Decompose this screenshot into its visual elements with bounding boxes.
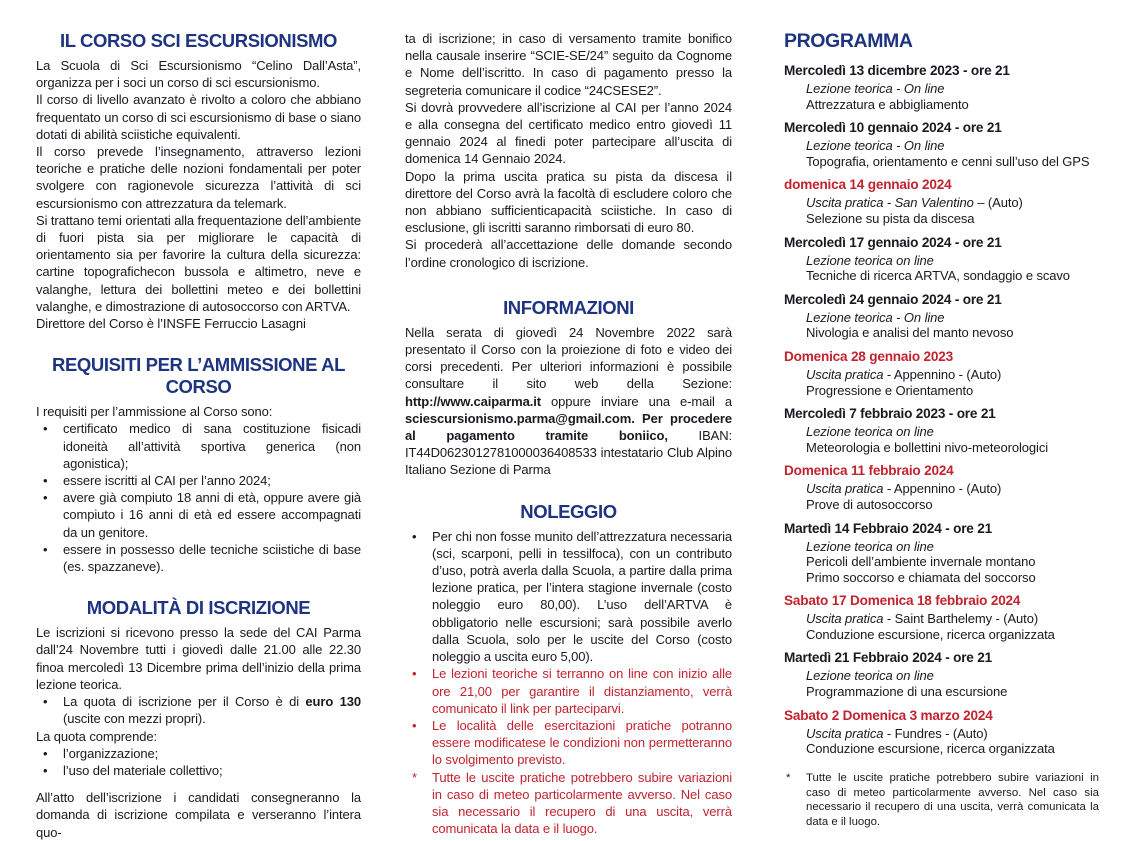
entry-type <box>784 481 1099 497</box>
paragraph: I requisiti per l’ammissione al Corso sono: <box>36 404 273 420</box>
bullet-dot-icon: • <box>43 694 48 710</box>
entry-type-roman: – (Auto) <box>973 195 1023 211</box>
entry-topic: Nivologia e analisi del manto nevoso <box>806 325 1014 341</box>
entry-topic: Prove di autosoccorso <box>806 496 933 512</box>
paragraph: Si trattano temi orientati alla frequentazione dell’ambiente di fuori pista sia per migliorare le capacità di orientamento sia per favorire la cultura della sicurezza: cartine topografichecon bussola e altimetro, neve e valanghe, lettura dei bollettini meteo e dei bollettini valanghe, e dimostrazione di autosoccorso con ARTVA. <box>36 212 361 314</box>
programma-entry <box>784 63 1099 112</box>
list-item-text: essere in possesso delle tecniche sciistiche di base (es. spazzaneve). <box>63 541 361 575</box>
paragraph: Si dovrà provvedere all’iscrizione al CAI per l’anno 2024 e alla consegna del certificato medico entro giovedì 11 gennaio 2024 al finedi poter partecipare all’uscita di domenica 14 Gennaio 2024. <box>405 99 732 167</box>
section-title-programma: PROGRAMMA <box>784 30 913 52</box>
list-item-text: Per chi non fosse munito dell’attrezzatura necessaria (sci, scarponi, pelli in tessilfoca), con un contributo d’uso, potrà averla dalla Scuola, a partire dalla prima lezione pratica, per l’intera stagione invernale (costo noleggio euro 80,00). L’uso dell’ARTVA è obbligatorio nelle escursioni; sarà possibile averlo dalla Scuola, solo per le uscite del Corso (costo noleggio a uscita euro 5,00). <box>432 528 732 665</box>
entry-type-roman: - Appennino - (Auto) <box>883 366 1002 382</box>
entry-type <box>784 726 1099 742</box>
entry-type-italic: Lezione teorica on line <box>806 252 934 268</box>
section-title-corso: IL CORSO SCI ESCURSIONISMO <box>59 30 338 51</box>
email-address: sciescursionismo.parma@gmail.com. Per procedere al pagamento tramite boniico, <box>405 410 732 444</box>
entry-type-roman: - Appennino - (Auto) <box>883 481 1002 497</box>
entry-topic: Pericoli dell’ambiente invernale montano <box>806 554 1036 570</box>
entry-topic: Attrezzatura e abbigliamento <box>806 96 969 112</box>
programma-entry <box>784 406 1099 455</box>
note-text: Tutte le uscite pratiche potrebbero subire variazioni in caso di meteo particolarmente avverso. Nel caso sia necessario il recupero di una uscita, verrà comunicata la data e il luogo. <box>806 771 1099 829</box>
section-title-modalita: MODALITÀ DI ISCRIZIONE <box>86 597 311 619</box>
entry-topic: Conduzione escursione, ricerca organizzata <box>806 741 1055 757</box>
paragraph: ta di iscrizione; in caso di versamento tramite bonifico nella causale inserire “SCIE-SE/24” seguito da Cognome e Nome dell’iscritto. In caso di pagamento presso la segreteria comunicare il codice “24CSESE2”. <box>405 31 732 98</box>
entry-topic: Meteorologia e bollettini nivo-meteorologici <box>806 439 1049 455</box>
entry-type <box>784 668 1099 684</box>
entry-date: Martedì 14 Febbraio 2024 - ore 21 <box>784 520 992 536</box>
entry-date: Mercoledì 10 gennaio 2024 - ore 21 <box>784 120 1002 136</box>
bullet-dot-icon: • <box>43 490 48 506</box>
column-right <box>784 30 1099 830</box>
programma-entry <box>784 177 1099 226</box>
list-item <box>36 745 361 762</box>
asterisk-icon: * <box>412 769 417 785</box>
iban-text: IBAN: IT44D0623012781000036408533 intestatario Club Alpino Italiano Sezione di Parma <box>405 428 733 478</box>
programma-entry <box>784 650 1099 699</box>
paragraph: Il corso di livello avanzato è rivolto a coloro che abbiano frequentato un corso di sci escursionismo di base o siano dotati di abilità sciistiche equivalenti. <box>36 92 361 142</box>
section-title-informazioni: INFORMAZIONI <box>503 296 634 318</box>
paragraph: Si procederà all’accettazione delle domande secondo l’ordine cronologico di iscrizione. <box>405 237 732 270</box>
list-item-text <box>63 693 361 727</box>
entry-topic: Primo soccorso e chiamata del soccorso <box>806 569 1036 585</box>
noleggio-body <box>405 528 732 838</box>
entry-topic: Conduzione escursione, ricerca organizzata <box>806 626 1055 642</box>
entry-type-italic: Uscita pratica <box>806 611 884 627</box>
programma-entry <box>784 349 1099 398</box>
column-middle <box>405 30 732 837</box>
programma-entry <box>784 593 1099 642</box>
informazioni-body <box>405 324 732 479</box>
programma-entry <box>784 120 1099 169</box>
entry-type-italic: Lezione teorica on line <box>806 424 934 440</box>
modalita-body <box>36 624 361 840</box>
column-left <box>36 30 361 841</box>
entry-date: Mercoledì 13 dicembre 2023 - ore 21 <box>784 63 1010 78</box>
entry-topic: Progressione e Orientamento <box>806 382 974 398</box>
entry-type <box>784 611 1099 627</box>
entry-type-italic: Lezione teorica on line <box>806 668 934 684</box>
paragraph: La Scuola di Sci Escursionismo “Celino Dall’Asta”, organizza per i soci un corso di sci escursionismo. <box>36 58 361 91</box>
entry-type <box>784 253 1099 269</box>
entry-date: Sabato 2 Domenica 3 marzo 2024 <box>784 707 993 723</box>
asterisk-icon: * <box>786 771 791 784</box>
vertical-spacer <box>36 779 361 789</box>
list-item <box>36 762 361 779</box>
entry-type-italic: Uscita pratica <box>806 481 884 497</box>
info-text: Nella serata di giovedì 24 Novembre 2022 sarà presentato il Corso con la proiezione di foto e video dei corsi precedenti. Per ulteriori informazioni è possibile consultare il sito web della Sezione: <box>405 324 732 392</box>
entry-type <box>784 81 1099 97</box>
programma-entry <box>784 463 1099 512</box>
section-title-noleggio: NOLEGGIO <box>520 500 617 522</box>
asterisk-note <box>784 771 1099 830</box>
iscrizione-continuation <box>405 30 732 271</box>
paragraph: Il corso prevede l’insegnamento, attraverso lezioni teoriche e pratiche delle nozioni fondamentali per poter svolgere con ragionevole sicurezza l’attività di sci escursionismo con attrezzatura da telemark. <box>36 144 361 211</box>
entry-type <box>784 539 1099 555</box>
entry-date: Mercoledì 17 gennaio 2024 - ore 21 <box>784 234 1002 250</box>
programma-entry <box>784 292 1099 341</box>
entry-date: Sabato 17 Domenica 18 febbraio 2024 <box>784 593 1021 609</box>
list-item-red <box>405 665 732 717</box>
corso-body <box>36 57 361 332</box>
paragraph: La quota comprende: <box>36 728 157 744</box>
bullet-dot-icon: • <box>43 745 48 761</box>
asterisk-note-red <box>405 769 732 838</box>
entry-date: domenica 14 gennaio 2024 <box>784 177 952 193</box>
entry-date: Domenica 11 febbraio 2024 <box>784 463 954 479</box>
quota-text: (uscite con mezzi propri). <box>63 711 206 727</box>
entry-type-italic: Lezione teorica - On line <box>806 81 945 96</box>
list-item-text: Le località delle esercitazioni pratiche potranno essere modificatese le condizioni non permetteranno lo svolgimento previsto. <box>432 717 732 768</box>
entry-topic: Tecniche di ricerca ARTVA, sondaggio e scavo <box>806 268 1070 284</box>
entry-type-italic: Uscita pratica <box>806 366 884 382</box>
entry-date: Martedì 21 Febbraio 2024 - ore 21 <box>784 650 992 666</box>
list-item <box>36 420 361 472</box>
entry-type <box>784 195 1099 211</box>
note-text: Tutte le uscite pratiche potrebbero subire variazioni in caso di meteo particolarmente avverso. Nel caso sia necessario il recupero di una uscita, verrà comunicata la data e il luogo. <box>432 769 732 837</box>
paragraph: All’atto dell’iscrizione i candidati consegneranno la domanda di iscrizione compilata e verseranno l’intera quo- <box>36 790 361 840</box>
paragraph: Direttore del Corso è l’INSFE Ferruccio Lasagni <box>36 316 306 332</box>
list-item-text: avere già compiuto 18 anni di età, oppure avere già compiuto i 16 anni di età ed essere accompagnati da un genitore. <box>63 490 361 540</box>
programma-entry <box>784 521 1099 586</box>
list-item-text: essere iscritti al CAI per l’anno 2024; <box>63 473 271 489</box>
requisiti-body <box>36 403 361 575</box>
entry-topic: Topografia, orientamento e cenni sull’uso del GPS <box>806 153 1090 169</box>
entry-date: Mercoledì 24 gennaio 2024 - ore 21 <box>784 291 1002 307</box>
bullet-dot-icon: • <box>43 473 48 489</box>
list-item <box>36 541 361 575</box>
entry-type <box>784 138 1099 154</box>
bullet-dot-icon: • <box>412 528 417 544</box>
quota-text: La quota di iscrizione per il Corso è di <box>63 694 306 710</box>
paragraph <box>405 324 732 479</box>
paragraph: Le iscrizioni si ricevono presso la sede del CAI Parma dall’24 Novembre tutti i giovedì dalle 21.00 alle 22.30 finoa mercoledì 13 Dicembre prima dell’inizio della prima lezione teorica. <box>36 625 361 692</box>
entry-topic: Programmazione di una escursione <box>806 684 1008 700</box>
entry-type-roman: - Fundres - (Auto) <box>883 725 988 741</box>
list-item <box>36 693 361 727</box>
bullet-dot-icon: • <box>43 541 48 557</box>
quota-amount: euro 130 <box>305 694 361 710</box>
programma-entry <box>784 235 1099 284</box>
entry-date: Mercoledì 7 febbraio 2023 - ore 21 <box>784 406 996 422</box>
bullet-dot-icon: • <box>43 762 48 778</box>
bullet-dot-icon: • <box>412 666 417 682</box>
list-item-red <box>405 717 732 769</box>
list-item-text: l’uso del materiale collettivo; <box>63 762 223 778</box>
list-item <box>36 472 361 489</box>
entry-topic: Selezione su pista da discesa <box>806 210 975 226</box>
list-item <box>405 528 732 666</box>
bullet-dot-icon: • <box>43 421 48 437</box>
entry-type-italic: Lezione teorica - On line <box>806 138 945 154</box>
list-item-text: certificato medico di sana costituzione fisicadi idoneità all’attività sportiva generica (non agonistica); <box>63 421 361 471</box>
entry-type <box>784 424 1099 440</box>
section-title-requisiti: REQUISITI PER L’AMMISSIONE AL CORSO <box>52 354 345 398</box>
paragraph: Dopo la prima uscita pratica su pista da discesa il direttore del Corso avrà la facoltà di escludere coloro che non abbiano sufficienticapacità sciistiche. In caso di esclusione, gli iscritti saranno rimborsati di euro 80. <box>405 168 732 236</box>
entry-type-italic: Uscita pratica <box>806 725 884 741</box>
entry-type-italic: Lezione teorica on line <box>806 538 934 554</box>
entry-type <box>784 367 1099 383</box>
entry-type <box>784 310 1099 326</box>
info-text: oppure inviare una e-mail a <box>541 393 732 409</box>
bullet-dot-icon: • <box>412 717 417 733</box>
entry-type-roman: - Saint Barthelemy - (Auto) <box>883 611 1039 627</box>
website-url: http://www.caiparma.it <box>405 393 542 409</box>
entry-type-italic: Lezione teorica - On line <box>806 309 945 325</box>
list-item <box>36 489 361 541</box>
list-item-text: l’organizzazione; <box>63 745 159 761</box>
programma-entry <box>784 708 1099 757</box>
entry-date: Domenica 28 gennaio 2023 <box>784 348 953 364</box>
list-item-text: Le lezioni teoriche si terranno on line con inizio alle ore 21,00 per garantire il distanziamento, verrà comunicato il link per parteciparvi. <box>432 666 732 716</box>
entry-type-italic: Uscita pratica - San Valentino <box>806 195 974 211</box>
